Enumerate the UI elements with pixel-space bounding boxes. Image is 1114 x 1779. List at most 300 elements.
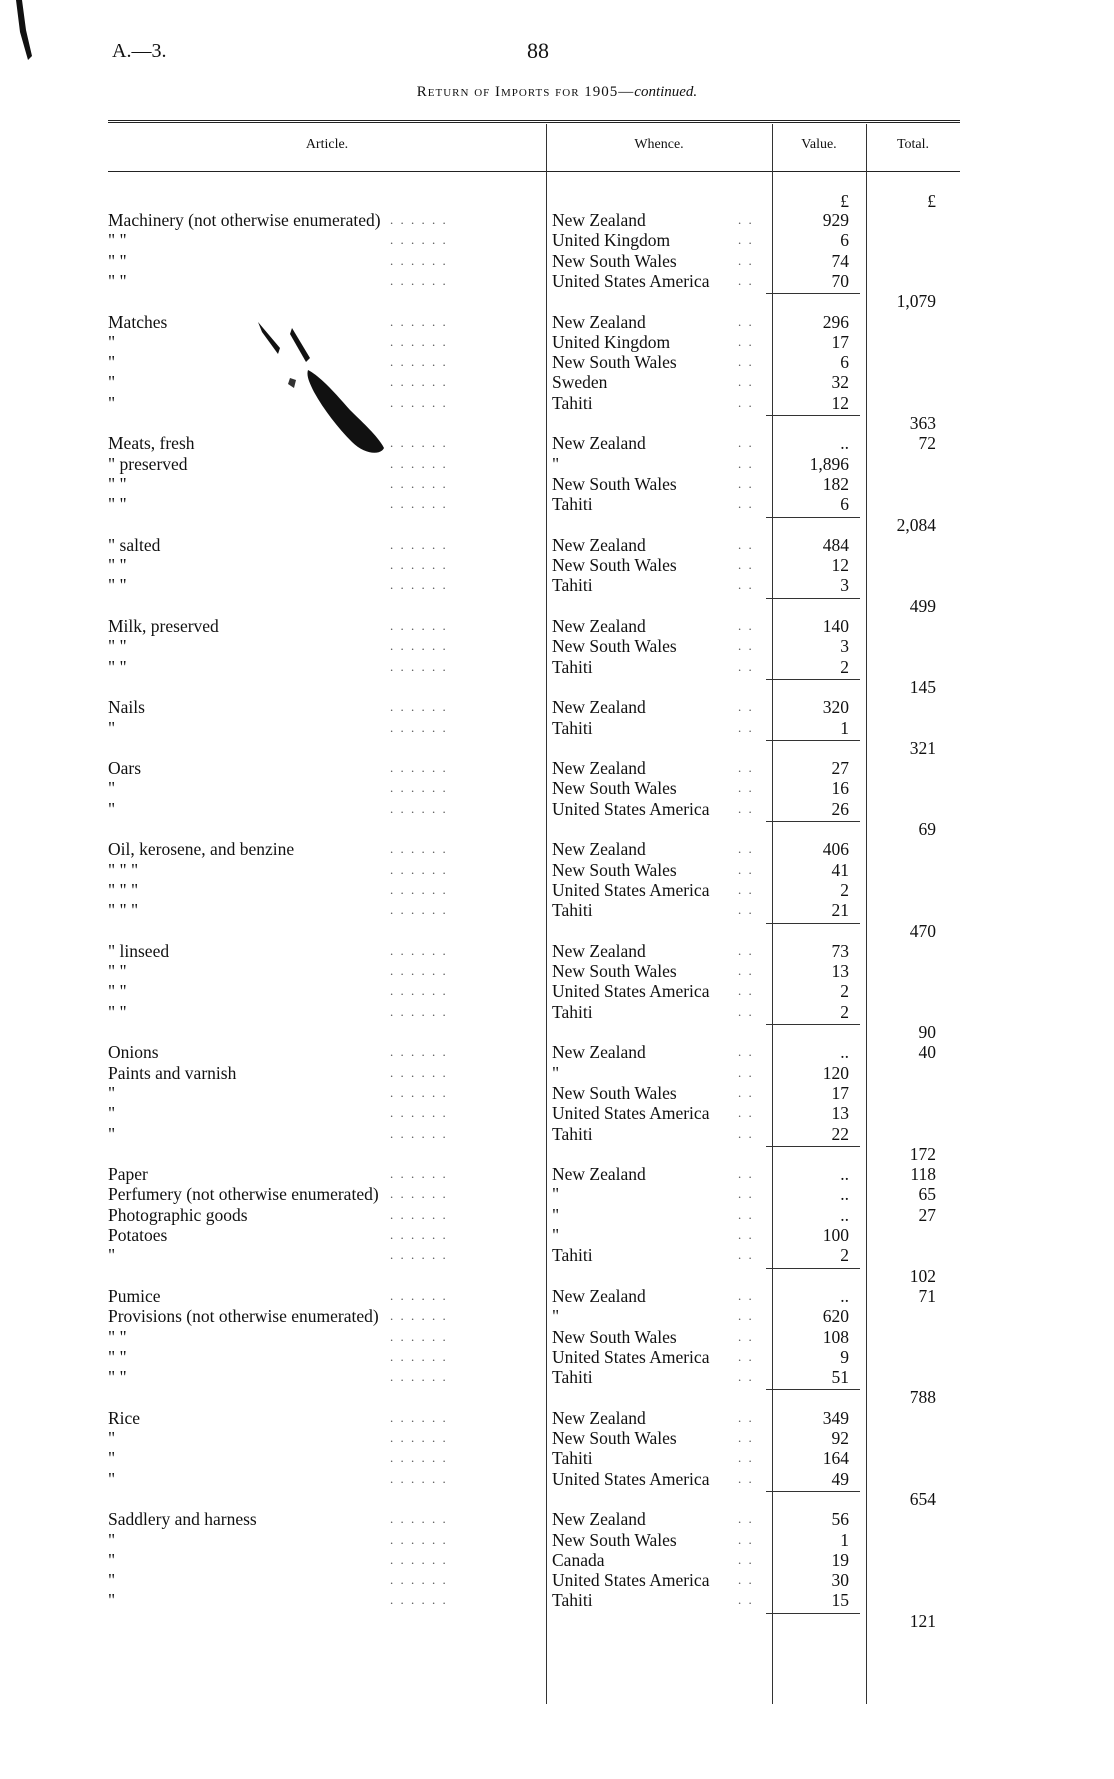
table-row <box>0 291 1114 311</box>
leader-dots: . . . . . . <box>390 902 448 917</box>
table-row <box>0 1083 1114 1103</box>
leader-dots: . . . . . . <box>390 456 448 471</box>
leader-dots: . . <box>738 1126 754 1141</box>
value-cell: 406 <box>822 839 849 859</box>
value-cell: 70 <box>831 271 849 291</box>
value-cell: 100 <box>822 1225 849 1245</box>
article-cell: Machinery (not otherwise enumerated) <box>108 210 381 230</box>
leader-dots: . . . . . . <box>390 841 448 856</box>
table-top-rule-inner <box>108 122 960 123</box>
value-cell: 49 <box>831 1469 849 1489</box>
article-cell: " " <box>108 961 127 981</box>
table-row <box>0 230 1114 250</box>
whence-cell: Tahiti <box>552 393 593 413</box>
whence-cell: Tahiti <box>552 657 593 677</box>
value-cell: 16 <box>831 778 849 798</box>
column-header-article: Article. <box>305 137 349 152</box>
whence-cell: United States America <box>552 880 710 900</box>
leader-dots: . . <box>738 537 754 552</box>
table-row <box>0 718 1114 738</box>
value-cell: 929 <box>822 210 849 230</box>
total-cell: 90 <box>918 1022 936 1042</box>
table-row <box>0 819 1114 839</box>
leader-dots: . . <box>738 1471 754 1486</box>
leader-dots: . . . . . . <box>390 1532 448 1547</box>
leader-dots: . . . . . . <box>390 212 448 227</box>
leader-dots: . . . . . . <box>390 334 448 349</box>
total-cell: 788 <box>909 1387 936 1407</box>
leader-dots: . . . . . . <box>390 577 448 592</box>
table-row <box>0 1367 1114 1387</box>
article-cell: " salted <box>108 535 161 555</box>
header-bottom-rule <box>108 171 960 172</box>
table-row <box>0 738 1114 758</box>
article-cell: " <box>108 1530 116 1550</box>
table-row <box>0 251 1114 271</box>
article-cell: Meats, fresh <box>108 433 195 453</box>
article-cell: Perfumery (not otherwise enumerated) <box>108 1184 379 1204</box>
leader-dots: . . <box>738 943 754 958</box>
value-cell: 12 <box>831 555 849 575</box>
whence-cell: Tahiti <box>552 494 593 514</box>
whence-cell: New Zealand <box>552 1164 646 1184</box>
leader-dots: . . . . . . <box>390 1450 448 1465</box>
whence-cell: Tahiti <box>552 1367 593 1387</box>
value-cell: 1 <box>840 1530 849 1550</box>
whence-cell: " <box>552 1063 560 1083</box>
total-cell: 71 <box>918 1286 936 1306</box>
total-cell: 1,079 <box>896 291 936 311</box>
leader-dots: . . <box>738 1308 754 1323</box>
leader-dots: . . . . . . <box>390 1471 448 1486</box>
leader-dots: . . <box>738 1247 754 1262</box>
leader-dots: . . <box>738 841 754 856</box>
value-currency-symbol: £ <box>840 191 849 211</box>
article-cell: " <box>108 1103 116 1123</box>
table-row <box>0 1245 1114 1265</box>
total-cell: 102 <box>909 1266 936 1286</box>
value-cell: 19 <box>831 1550 849 1570</box>
page-title <box>0 84 1114 101</box>
leader-dots: . . . . . . <box>390 557 448 572</box>
leader-dots: . . . . . . <box>390 1065 448 1080</box>
leader-dots: . . . . . . <box>390 1329 448 1344</box>
article-cell: Nails <box>108 697 145 717</box>
leader-dots: . . . . . . <box>390 476 448 491</box>
leader-dots: . . . . . . <box>390 720 448 735</box>
value-cell: 13 <box>831 961 849 981</box>
total-cell: 65 <box>918 1184 936 1204</box>
leader-dots: . . <box>738 1186 754 1201</box>
article-cell: Oil, kerosene, and benzine <box>108 839 295 859</box>
leader-dots: . . . . . . <box>390 1105 448 1120</box>
total-cell: 499 <box>909 596 936 616</box>
document-reference: A.—3. <box>112 40 167 62</box>
leader-dots: . . . . . . <box>390 354 448 369</box>
article-cell: Paper <box>108 1164 148 1184</box>
leader-dots: . . <box>738 557 754 572</box>
margin-ink-mark-image <box>12 0 52 70</box>
leader-dots: . . <box>738 476 754 491</box>
leader-dots: . . <box>738 374 754 389</box>
page-number: 88 <box>527 38 549 63</box>
whence-cell: New South Wales <box>552 251 677 271</box>
article-cell: " " <box>108 981 127 1001</box>
leader-dots: . . . . . . <box>390 1308 448 1323</box>
table-row <box>0 1124 1114 1144</box>
total-cell: 40 <box>918 1042 936 1062</box>
value-cell: 32 <box>831 372 849 392</box>
leader-dots: . . . . . . <box>390 1410 448 1425</box>
article-cell: " <box>108 799 116 819</box>
table-row <box>0 1022 1114 1042</box>
leader-dots: . . . . . . <box>390 1207 448 1222</box>
article-cell: " " <box>108 271 127 291</box>
leader-dots: . . <box>738 1532 754 1547</box>
table-row <box>0 1103 1114 1123</box>
leader-dots: . . . . . . <box>390 699 448 714</box>
leader-dots: . . <box>738 1065 754 1080</box>
column-header-whence: Whence. <box>634 137 684 152</box>
value-cell: 74 <box>831 251 849 271</box>
leader-dots: . . <box>738 618 754 633</box>
whence-cell: New South Wales <box>552 352 677 372</box>
table-row <box>0 332 1114 352</box>
value-cell: 3 <box>840 636 849 656</box>
leader-dots: . . <box>738 1329 754 1344</box>
leader-dots: . . <box>738 334 754 349</box>
whence-cell: New Zealand <box>552 535 646 555</box>
leader-dots: . . <box>738 699 754 714</box>
total-cell: 172 <box>909 1144 936 1164</box>
article-cell: " <box>108 332 116 352</box>
value-cell: 2 <box>840 880 849 900</box>
leader-dots: . . . . . . <box>390 1126 448 1141</box>
leader-dots: . . . . . . <box>390 1288 448 1303</box>
table-row <box>0 555 1114 575</box>
value-cell: 17 <box>831 332 849 352</box>
leader-dots: . . . . . . <box>390 1572 448 1587</box>
whence-cell: New South Wales <box>552 1530 677 1550</box>
column-header-value: Value. <box>801 137 837 152</box>
value-cell: .. <box>840 433 849 453</box>
value-cell: 13 <box>831 1103 849 1123</box>
article-cell: " <box>108 1469 116 1489</box>
leader-dots: . . . . . . <box>390 1511 448 1526</box>
table-row <box>0 860 1114 880</box>
leader-dots: . . <box>738 801 754 816</box>
table-row <box>0 494 1114 514</box>
leader-dots: . . <box>738 1166 754 1181</box>
value-cell: 6 <box>840 352 849 372</box>
table-row <box>0 1570 1114 1590</box>
leader-dots: . . <box>738 232 754 247</box>
leader-dots: . . . . . . <box>390 618 448 633</box>
whence-cell: New Zealand <box>552 1509 646 1529</box>
leader-dots: . . <box>738 760 754 775</box>
leader-dots: . . <box>738 1552 754 1567</box>
whence-cell: New Zealand <box>552 312 646 332</box>
table-row <box>0 454 1114 474</box>
value-cell: 3 <box>840 575 849 595</box>
article-cell: " <box>108 1550 116 1570</box>
value-cell: 296 <box>822 312 849 332</box>
leader-dots: . . <box>738 659 754 674</box>
article-cell: " " <box>108 1347 127 1367</box>
whence-cell: United States America <box>552 1103 710 1123</box>
leader-dots: . . . . . . <box>390 943 448 958</box>
value-cell: 26 <box>831 799 849 819</box>
table-row <box>0 271 1114 291</box>
leader-dots: . . . . . . <box>390 1592 448 1607</box>
whence-cell: New South Wales <box>552 961 677 981</box>
table-row <box>0 778 1114 798</box>
value-cell: 620 <box>822 1306 849 1326</box>
table-row <box>0 1590 1114 1610</box>
article-cell: " " <box>108 474 127 494</box>
whence-cell: New Zealand <box>552 433 646 453</box>
value-cell: 92 <box>831 1428 849 1448</box>
table-row <box>0 1144 1114 1164</box>
article-cell: " linseed <box>108 941 170 961</box>
value-cell: 27 <box>831 758 849 778</box>
leader-dots: . . . . . . <box>390 1004 448 1019</box>
table-row <box>0 1611 1114 1631</box>
leader-dots: . . . . . . <box>390 1186 448 1201</box>
table-row <box>0 1387 1114 1407</box>
whence-cell: New South Wales <box>552 860 677 880</box>
value-cell: 320 <box>822 697 849 717</box>
article-cell: Paints and varnish <box>108 1063 237 1083</box>
article-cell: " <box>108 1124 116 1144</box>
article-cell: " " <box>108 575 127 595</box>
table-row <box>0 1225 1114 1245</box>
article-cell: " <box>108 1590 116 1610</box>
whence-cell: United States America <box>552 799 710 819</box>
article-cell: " " " <box>108 900 139 920</box>
leader-dots: . . <box>738 1207 754 1222</box>
table-row <box>0 1448 1114 1468</box>
leader-dots: . . . . . . <box>390 537 448 552</box>
article-cell: " " " <box>108 880 139 900</box>
whence-cell: " <box>552 1205 560 1225</box>
table-row <box>0 1042 1114 1062</box>
ink-blot-image <box>250 318 400 468</box>
table-row <box>0 352 1114 372</box>
leader-dots: . . <box>738 456 754 471</box>
whence-cell: United States America <box>552 1347 710 1367</box>
leader-dots: . . . . . . <box>390 862 448 877</box>
leader-dots: . . . . . . <box>390 780 448 795</box>
article-cell: Pumice <box>108 1286 161 1306</box>
article-cell: " <box>108 1448 116 1468</box>
total-cell: 654 <box>909 1489 936 1509</box>
article-cell: " " <box>108 251 127 271</box>
leader-dots: . . . . . . <box>390 253 448 268</box>
table-row <box>0 961 1114 981</box>
table-row <box>0 880 1114 900</box>
leader-dots: . . <box>738 1044 754 1059</box>
table-row <box>0 312 1114 332</box>
table-row <box>0 941 1114 961</box>
table-row <box>0 981 1114 1001</box>
total-cell: 118 <box>910 1164 936 1184</box>
table-row <box>0 210 1114 230</box>
whence-cell: Tahiti <box>552 900 593 920</box>
article-cell: Oars <box>108 758 142 778</box>
whence-cell: Tahiti <box>552 1124 593 1144</box>
table-row <box>0 413 1114 433</box>
value-cell: 2 <box>840 1002 849 1022</box>
leader-dots: . . . . . . <box>390 1044 448 1059</box>
whence-cell: United States America <box>552 1469 710 1489</box>
total-cell: 470 <box>909 921 936 941</box>
value-cell: 349 <box>822 1408 849 1428</box>
leader-dots: . . . . . . <box>390 659 448 674</box>
leader-dots: . . <box>738 638 754 653</box>
whence-cell: New Zealand <box>552 697 646 717</box>
leader-dots: . . <box>738 1511 754 1526</box>
article-cell: Saddlery and harness <box>108 1509 257 1529</box>
table-row <box>0 1002 1114 1022</box>
leader-dots: . . <box>738 1592 754 1607</box>
table-row <box>0 657 1114 677</box>
total-cell: 69 <box>918 819 936 839</box>
whence-cell: New South Wales <box>552 474 677 494</box>
article-cell: " " <box>108 1327 127 1347</box>
whence-cell: New Zealand <box>552 1286 646 1306</box>
table-row <box>0 515 1114 535</box>
leader-dots: . . <box>738 963 754 978</box>
leader-dots: . . <box>738 1450 754 1465</box>
article-cell: " <box>108 1570 116 1590</box>
whence-cell: Tahiti <box>552 1590 593 1610</box>
leader-dots: . . . . . . <box>390 638 448 653</box>
table-row <box>0 1306 1114 1326</box>
article-cell: Onions <box>108 1042 159 1062</box>
total-cell: 121 <box>909 1611 936 1631</box>
article-cell: Photographic goods <box>108 1205 248 1225</box>
value-cell: 22 <box>831 1124 849 1144</box>
leader-dots: . . <box>738 882 754 897</box>
leader-dots: . . . . . . <box>390 435 448 450</box>
whence-cell: New South Wales <box>552 1428 677 1448</box>
article-cell: Rice <box>108 1408 141 1428</box>
leader-dots: . . . . . . <box>390 1349 448 1364</box>
leader-dots: . . <box>738 354 754 369</box>
table-row <box>0 839 1114 859</box>
value-cell: 6 <box>840 494 849 514</box>
leader-dots: . . . . . . <box>390 314 448 329</box>
whence-cell: New Zealand <box>552 839 646 859</box>
whence-cell: Tahiti <box>552 1448 593 1468</box>
currency-row <box>0 191 1114 211</box>
table-row <box>0 697 1114 717</box>
leader-dots: . . <box>738 1430 754 1445</box>
leader-dots: . . <box>738 1004 754 1019</box>
leader-dots: . . <box>738 435 754 450</box>
total-cell: 321 <box>909 738 936 758</box>
whence-cell: " <box>552 454 560 474</box>
article-cell: " <box>108 352 116 372</box>
article-cell: " <box>108 778 116 798</box>
leader-dots: . . . . . . <box>390 374 448 389</box>
table-row <box>0 1408 1114 1428</box>
whence-cell: New Zealand <box>552 1408 646 1428</box>
leader-dots: . . . . . . <box>390 232 448 247</box>
value-cell: 140 <box>822 616 849 636</box>
value-cell: 6 <box>840 230 849 250</box>
table-row <box>0 758 1114 778</box>
leader-dots: . . <box>738 1410 754 1425</box>
leader-dots: . . . . . . <box>390 1369 448 1384</box>
value-cell: 2 <box>840 981 849 1001</box>
value-cell: 30 <box>831 1570 849 1590</box>
leader-dots: . . <box>738 314 754 329</box>
whence-cell: New South Wales <box>552 555 677 575</box>
leader-dots: . . . . . . <box>390 760 448 775</box>
whence-cell: New Zealand <box>552 758 646 778</box>
article-cell: " <box>108 1245 116 1265</box>
value-cell: 12 <box>831 393 849 413</box>
whence-cell: Tahiti <box>552 718 593 738</box>
article-cell: Milk, preserved <box>108 616 219 636</box>
leader-dots: . . <box>738 1085 754 1100</box>
value-cell: 1,896 <box>809 454 849 474</box>
title-continued: continued. <box>634 84 698 100</box>
whence-cell: New Zealand <box>552 1042 646 1062</box>
leader-dots: . . . . . . <box>390 1247 448 1262</box>
leader-dots: . . <box>738 212 754 227</box>
value-cell: 182 <box>822 474 849 494</box>
value-cell: 9 <box>840 1347 849 1367</box>
article-cell: " preserved <box>108 454 188 474</box>
article-cell: " " <box>108 636 127 656</box>
whence-cell: United Kingdom <box>552 332 671 352</box>
whence-cell: New Zealand <box>552 941 646 961</box>
article-cell: " " <box>108 657 127 677</box>
article-cell: Potatoes <box>108 1225 168 1245</box>
whence-cell: " <box>552 1184 560 1204</box>
leader-dots: . . <box>738 253 754 268</box>
leader-dots: . . <box>738 1572 754 1587</box>
leader-dots: . . . . . . <box>390 882 448 897</box>
table-row <box>0 1509 1114 1529</box>
table-row <box>0 535 1114 555</box>
table-row <box>0 596 1114 616</box>
leader-dots: . . . . . . <box>390 801 448 816</box>
whence-cell: United States America <box>552 271 710 291</box>
table-row <box>0 1205 1114 1225</box>
total-currency-symbol: £ <box>927 191 936 211</box>
table-row <box>0 1347 1114 1367</box>
table-row <box>0 616 1114 636</box>
leader-dots: . . <box>738 1288 754 1303</box>
table-row <box>0 1266 1114 1286</box>
table-row <box>0 575 1114 595</box>
leader-dots: . . <box>738 983 754 998</box>
leader-dots: . . . . . . <box>390 1227 448 1242</box>
whence-cell: Tahiti <box>552 1245 593 1265</box>
whence-cell: New South Wales <box>552 1083 677 1103</box>
value-cell: 108 <box>822 1327 849 1347</box>
value-cell: 120 <box>822 1063 849 1083</box>
article-cell: " " " <box>108 860 139 880</box>
whence-cell: United Kingdom <box>552 230 671 250</box>
leader-dots: . . . . . . <box>390 1085 448 1100</box>
value-cell: 2 <box>840 1245 849 1265</box>
whence-cell: Tahiti <box>552 575 593 595</box>
